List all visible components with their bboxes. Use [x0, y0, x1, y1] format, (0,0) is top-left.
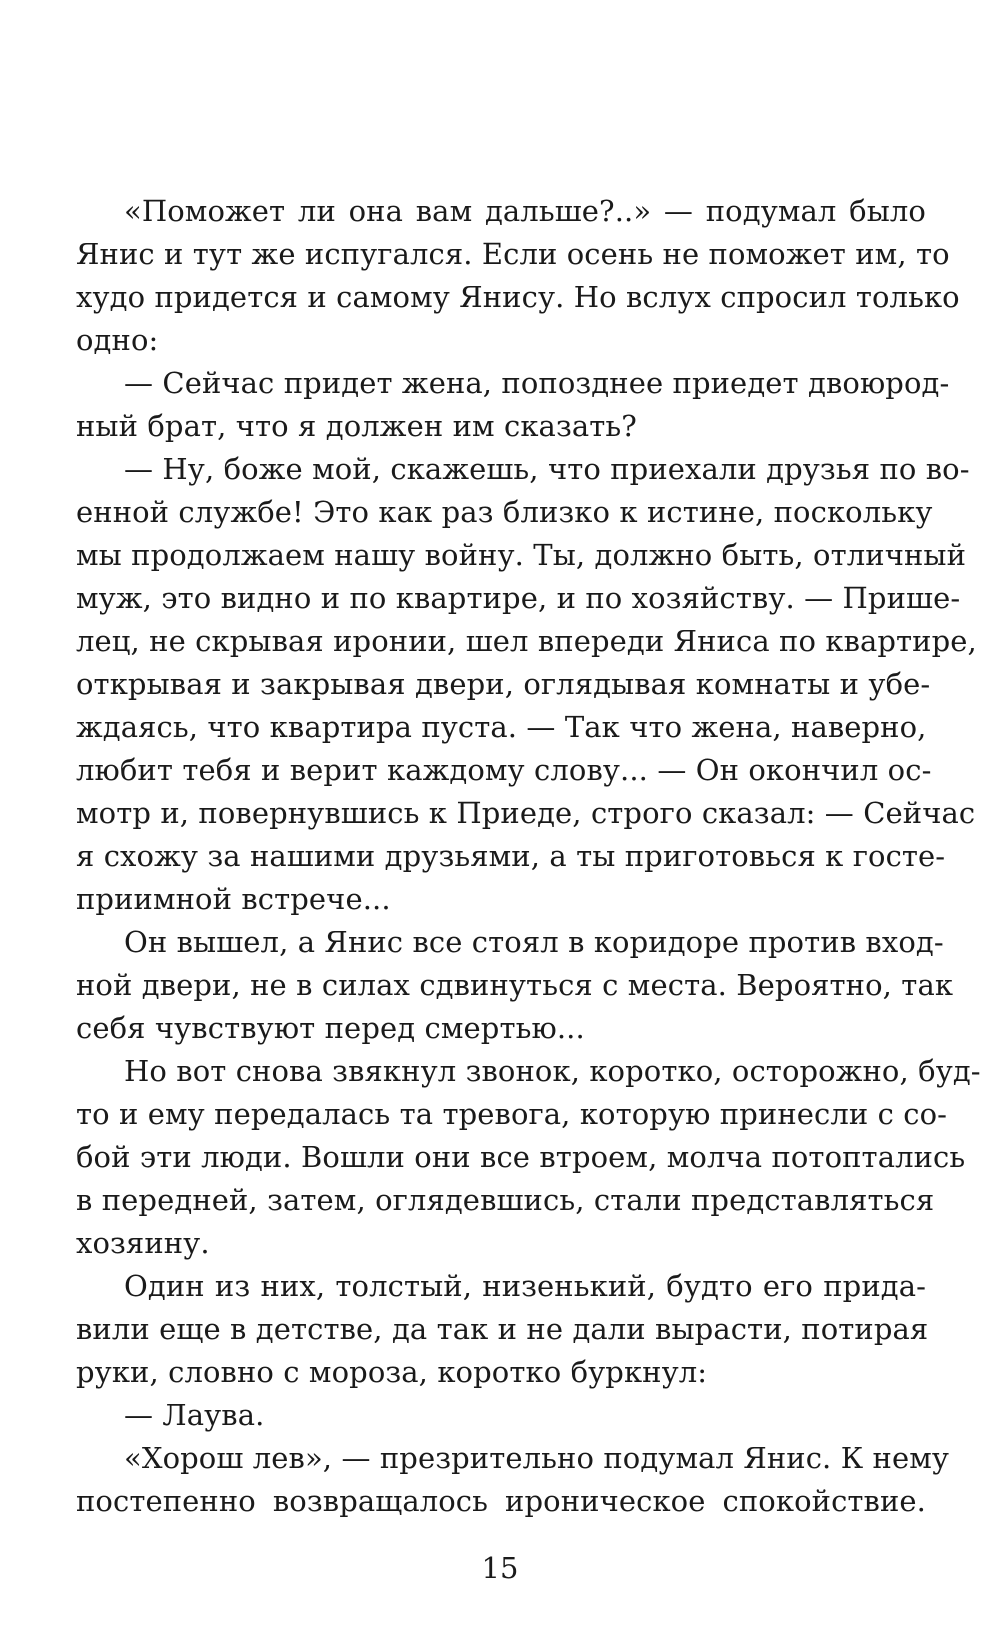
text-line: «Хорош лев», — презрительно подумал Янис. К нему [124, 1441, 950, 1475]
text-line: ный брат, что я должен им сказать? [76, 409, 637, 443]
text-line: мотр и, повернувшись к Приеде, строго сказал: — Сейчас [76, 796, 976, 830]
text-line: Но вот снова звякнул звонок, коротко, осторожно, буд- [124, 1054, 981, 1088]
text-line: хозяину. [76, 1226, 210, 1260]
text-line: в передней, затем, оглядевшись, стали представляться [76, 1183, 935, 1217]
text-line: енной службе! Это как раз близко к истине, поскольку [76, 495, 933, 529]
text-line: открывая и закрывая двери, оглядывая комнаты и убе- [76, 667, 931, 701]
text-line: вили еще в детстве, да так и не дали вырасти, потирая [76, 1312, 929, 1346]
text-line: руки, словно с мороза, коротко буркнул: [76, 1355, 708, 1389]
text-line: я схожу за нашими друзьями, а ты приготовься к госте- [76, 839, 946, 873]
text-line: ждаясь, что квартира пуста. — Так что жена, наверно, [76, 710, 927, 744]
text-line: — Лаува. [124, 1398, 265, 1432]
text-line: Янис и тут же испугался. Если осень не поможет им, то [76, 237, 950, 271]
text-line: одно: [76, 323, 159, 357]
body-text [76, 190, 981, 1523]
text-line: — Сейчас придет жена, попозднее приедет двоюрод- [124, 366, 950, 400]
text-line: любит тебя и верит каждому слову... — Он окончил ос- [76, 753, 932, 787]
text-line: себя чувствуют перед смертью... [76, 1011, 585, 1045]
text-line: муж, это видно и по квартире, и по хозяйству. — Прише- [76, 581, 961, 615]
text-line: «Поможет ли она вам дальше?..» — подумал было [124, 194, 926, 228]
text-line: то и ему передалась та тревога, которую принесли с со- [76, 1097, 948, 1131]
text-line: мы продолжаем нашу войну. Ты, должно быть, отличный [76, 538, 967, 572]
text-line: лец, не скрывая иронии, шел впереди Яниса по квартире, [76, 624, 977, 658]
text-line: ной двери, не в силах сдвинуться с места. Вероятно, так [76, 968, 954, 1002]
text-line: — Ну, боже мой, скажешь, что приехали друзья по во- [124, 452, 970, 486]
text-line: бой эти люди. Вошли они все втроем, молча потоптались [76, 1140, 966, 1174]
text-line: Один из них, толстый, низенький, будто его прида- [124, 1269, 926, 1303]
text-line: приимной встрече... [76, 882, 391, 916]
text-line: худо придется и самому Янису. Но вслух спросил только [76, 280, 960, 314]
text-line: постепенно возвращалось ироническое спокойствие. [76, 1484, 926, 1518]
page-number: 15 [481, 1551, 519, 1585]
text-line: Он вышел, а Янис все стоял в коридоре против вход- [124, 925, 944, 959]
